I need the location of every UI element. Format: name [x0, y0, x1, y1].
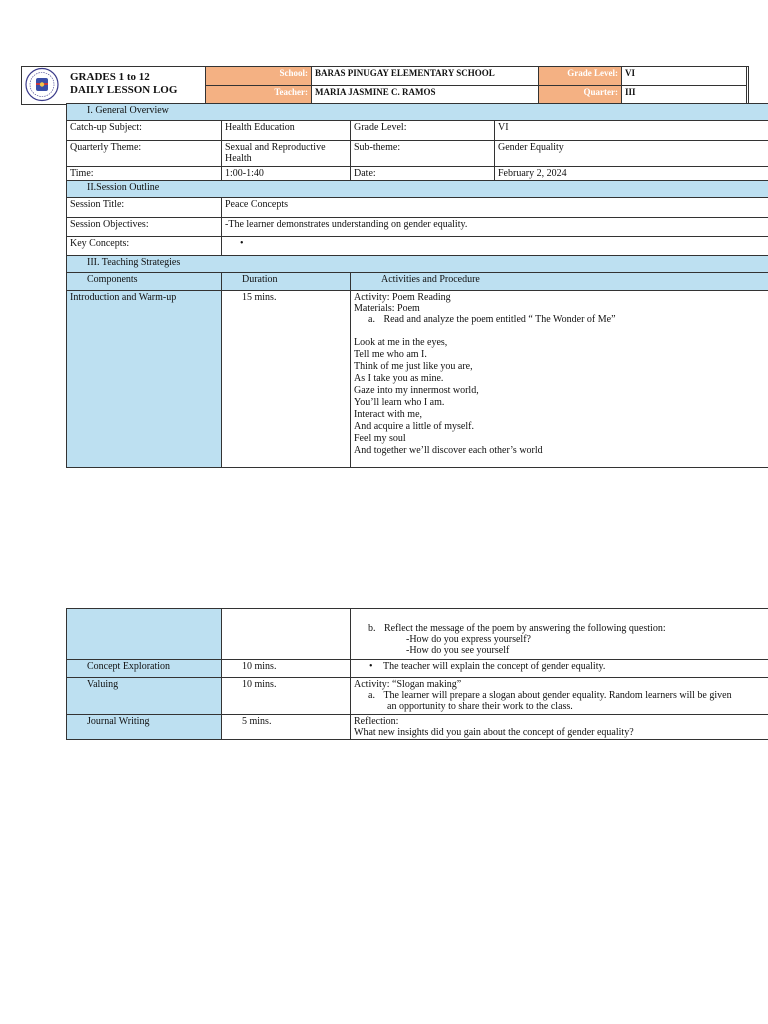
intro-activity-cell	[351, 291, 768, 468]
lesson-table-page-2	[66, 608, 768, 740]
quarterly-theme-label: Quarterly Theme:	[67, 141, 222, 167]
sub-theme-value: Gender Equality	[495, 141, 768, 167]
valuing-duration: 10 mins.	[222, 678, 351, 715]
valuing-activity-cell	[351, 678, 768, 715]
intro-step-a-text: Read and analyze the poem entitled “ The Wonder of Me”	[383, 314, 616, 325]
valuing-step-a	[354, 690, 768, 701]
time-label: Time:	[67, 167, 222, 181]
general-overview-heading: I. General Overview	[67, 104, 768, 121]
intro-materials: Materials: Poem	[354, 303, 420, 314]
concept-bullet: •	[369, 661, 373, 672]
duration-header: Duration	[222, 273, 351, 291]
intro-step-a-marker: a.	[368, 314, 375, 325]
quarterly-theme-value: Sexual and Reproductive Health	[222, 141, 351, 167]
reflect-step-cell	[351, 609, 768, 660]
key-concepts-label: Key Concepts:	[67, 237, 222, 256]
question-1: -How do you express yourself?	[406, 634, 531, 645]
poem-line: Interact with me,	[354, 409, 423, 420]
quarter-value: III	[622, 86, 747, 105]
lesson-table-page-1	[66, 103, 768, 468]
concept-exploration-component: Concept Exploration	[67, 660, 222, 678]
valuing-component: Valuing	[67, 678, 222, 715]
intro-activity: Activity: Poem Reading	[354, 292, 451, 303]
poem	[354, 337, 768, 457]
grade-level-label: Grade Level:	[539, 67, 622, 86]
valuing-step-a-line-1: The learner will prepare a slogan about gender equality. Random learners will be given	[383, 690, 732, 701]
grade-level-value: VI	[622, 67, 747, 86]
journal-label: Reflection:	[354, 716, 399, 727]
session-title-value: Peace Concepts	[222, 198, 768, 218]
journal-writing-activity	[351, 715, 768, 740]
concept-exploration-activity	[351, 660, 768, 678]
header-info-grid	[205, 66, 747, 105]
poem-line: Think of me just like you are,	[354, 361, 473, 372]
intro-component: Introduction and Warm-up	[67, 291, 222, 468]
time-value: 1:00-1:40	[222, 167, 351, 181]
journal-question: What new insights did you gain about the concept of gender equality?	[354, 727, 634, 738]
log-title	[70, 71, 177, 97]
school-value: BARAS PINUGAY ELEMENTARY SCHOOL	[312, 67, 539, 86]
poem-line: Look at me in the eyes,	[354, 337, 448, 348]
activities-header: Activities and Procedure	[351, 273, 768, 291]
session-title-label: Session Title:	[67, 198, 222, 218]
poem-line: And acquire a little of myself.	[354, 421, 474, 432]
components-header: Components	[67, 273, 222, 291]
intro-duration: 15 mins.	[222, 291, 351, 468]
quarter-label: Quarter:	[539, 86, 622, 105]
valuing-step-a-line-2: an opportunity to share their work to the class.	[387, 701, 573, 712]
continued-duration	[222, 609, 351, 660]
sub-theme-label: Sub-theme:	[351, 141, 495, 167]
title-line-1: GRADES 1 to 12	[70, 71, 150, 83]
poem-line: You’ll learn who I am.	[354, 397, 445, 408]
concept-exploration-duration: 10 mins.	[222, 660, 351, 678]
catchup-subject-value: Health Education	[222, 121, 351, 141]
question-2: -How do you see yourself	[406, 645, 510, 656]
teacher-label: Teacher:	[206, 86, 312, 105]
concept-text: The teacher will explain the concept of gender equality.	[383, 661, 606, 672]
valuing-step-a-marker: a.	[368, 690, 375, 701]
journal-writing-duration: 5 mins.	[222, 715, 351, 740]
grade-level-value-2: VI	[495, 121, 768, 141]
catchup-subject-label: Catch-up Subject:	[67, 121, 222, 141]
session-objectives-value: -The learner demonstrates understanding on gender equality.	[222, 218, 768, 237]
poem-line: Feel my soul	[354, 433, 406, 444]
step-b-marker: b.	[368, 623, 376, 634]
school-label: School:	[206, 67, 312, 86]
deped-seal-icon	[22, 67, 62, 102]
step-b-text: Reflect the message of the poem by answering the following question:	[384, 623, 666, 634]
session-outline-heading: II.Session Outline	[67, 181, 768, 198]
date-value: February 2, 2024	[495, 167, 768, 181]
journal-writing-component: Journal Writing	[67, 715, 222, 740]
poem-line: As I take you as mine.	[354, 373, 444, 384]
key-concepts-bullet: •	[222, 237, 768, 256]
poem-line: Gaze into my innermost world,	[354, 385, 479, 396]
date-label: Date:	[351, 167, 495, 181]
grade-level-label-2: Grade Level:	[351, 121, 495, 141]
continued-component	[67, 609, 222, 660]
step-b	[354, 623, 768, 634]
session-objectives-label: Session Objectives:	[67, 218, 222, 237]
teacher-value: MARIA JASMINE C. RAMOS	[312, 86, 539, 105]
title-line-2: DAILY LESSON LOG	[70, 84, 178, 96]
teaching-strategies-heading: III. Teaching Strategies	[67, 256, 768, 273]
valuing-activity: Activity: “Slogan making”	[354, 679, 462, 690]
poem-line: And together we’ll discover each other’s world	[354, 445, 543, 456]
poem-line: Tell me who am I.	[354, 349, 427, 360]
intro-step-a	[354, 314, 768, 325]
